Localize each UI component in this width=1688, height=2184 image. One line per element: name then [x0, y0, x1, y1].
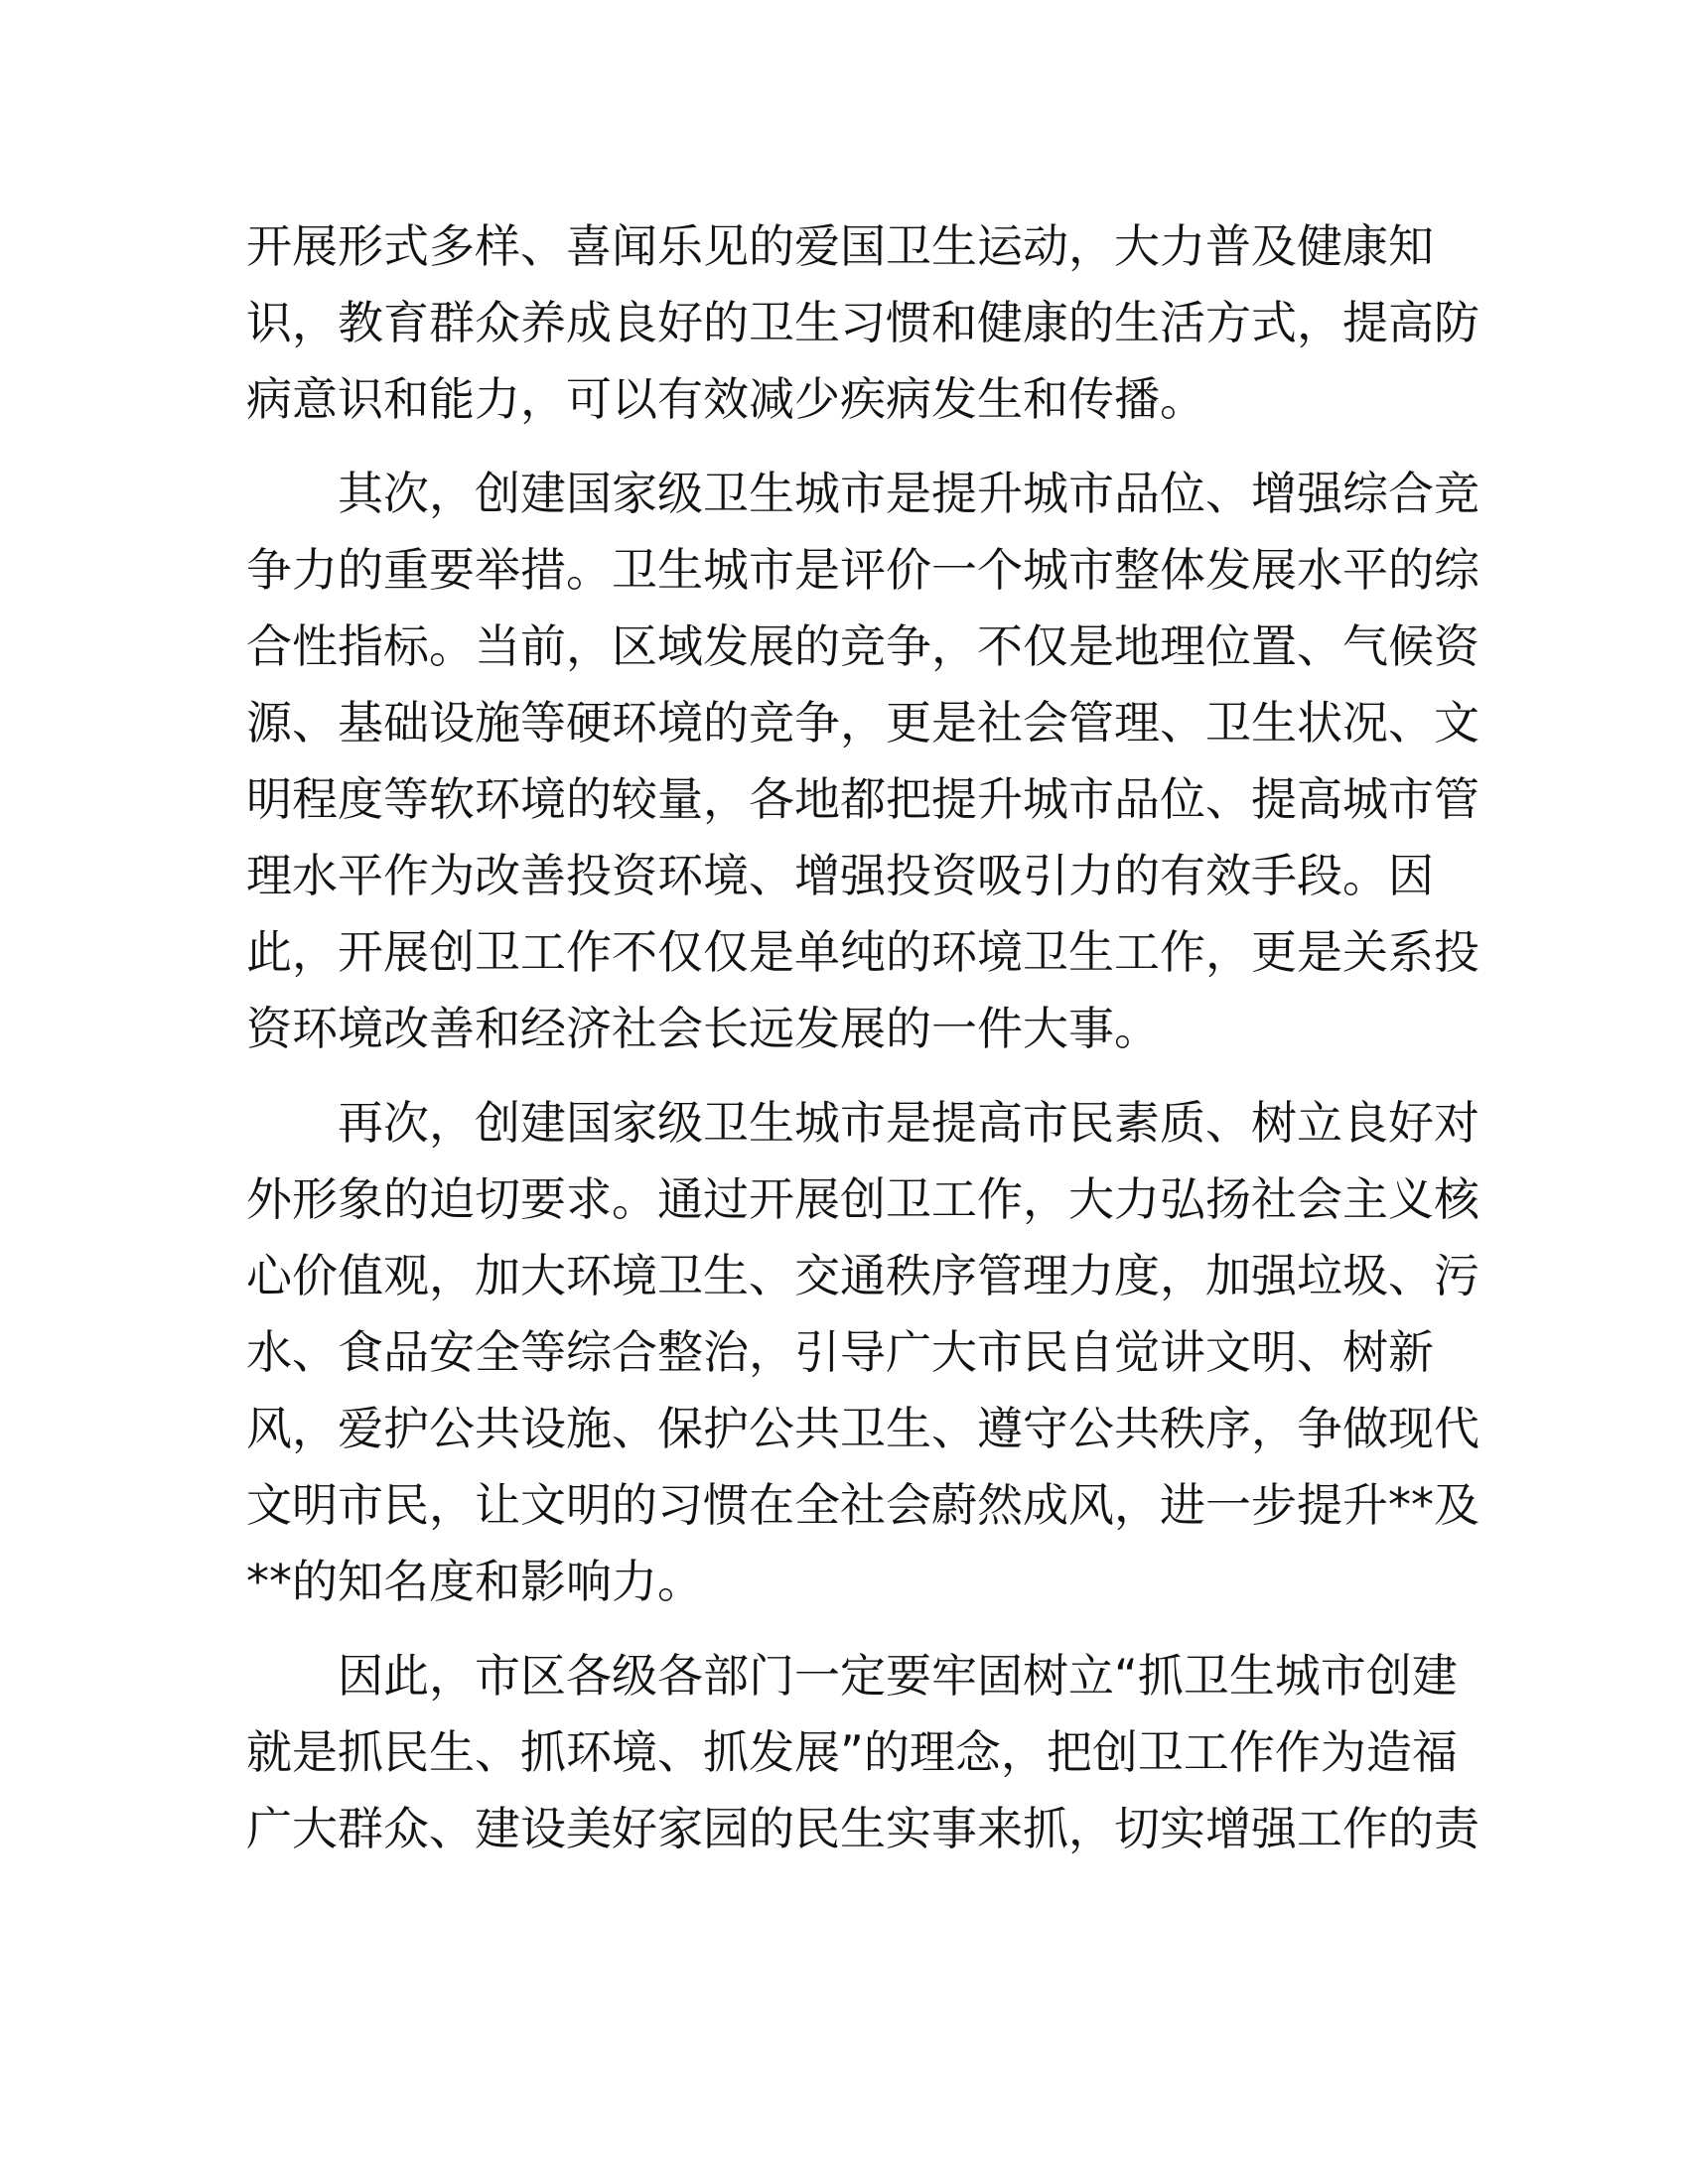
- text-line: 再次，创建国家级卫生城市是提高市民素质、树立良好对: [338, 1096, 1479, 1150]
- text-line: 开展形式多样、喜闻乐见的爱国卫生运动，大力普及健康知: [246, 219, 1434, 273]
- text-line: 其次，创建国家级卫生城市是提升城市品位、增强综合竞: [338, 467, 1479, 520]
- text-line: 心价值观，加大环境卫生、交通秩序管理力度，加强垃圾、污: [246, 1249, 1479, 1302]
- paragraph-1: [246, 208, 1479, 438]
- text-line: 理水平作为改善投资环境、增强投资吸引力的有效手段。因: [246, 849, 1434, 902]
- text-line: 因此，市区各级各部门一定要牢固树立“抓卫生城市创建: [338, 1649, 1458, 1703]
- text-line: 资环境改善和经济社会长远发展的一件大事。: [246, 1002, 1160, 1055]
- text-line: 就是抓民生、抓环境、抓发展”的理念，把创卫工作作为造福: [246, 1725, 1458, 1779]
- text-line: 明程度等软环境的较量，各地都把提升城市品位、提高城市管: [246, 772, 1479, 826]
- text-line: 源、基础设施等硬环境的竞争，更是社会管理、卫生状况、文: [246, 696, 1479, 750]
- text-line: 此，开展创卫工作不仅仅是单纯的环境卫生工作，更是关系投: [246, 925, 1479, 979]
- text-line: 文明市民，让文明的习惯在全社会蔚然成风，进一步提升**及: [246, 1478, 1479, 1532]
- text-line: 识，教育群众养成良好的卫生习惯和健康的生活方式，提高防: [246, 296, 1479, 349]
- text-line: **的知名度和影响力。: [246, 1555, 703, 1608]
- text-line: 水、食品安全等综合整治，引导广大市民自觉讲文明、树新: [246, 1325, 1434, 1379]
- paragraph-2: [246, 456, 1479, 1067]
- text-line: 广大群众、建设美好家园的民生实事来抓，切实增强工作的责: [246, 1802, 1479, 1855]
- text-line: 风，爱护公共设施、保护公共卫生、遵守公共秩序，争做现代: [246, 1402, 1479, 1455]
- text-line: 合性指标。当前，区域发展的竞争，不仅是地理位置、气候资: [246, 619, 1479, 673]
- paragraph-3: [246, 1085, 1479, 1620]
- text-line: 争力的重要举措。卫生城市是评价一个城市整体发展水平的综: [246, 543, 1479, 597]
- text-line: 病意识和能力，可以有效减少疾病发生和传播。: [246, 372, 1205, 426]
- text-line: 外形象的迫切要求。通过开展创卫工作，大力弘扬社会主义核: [246, 1172, 1479, 1226]
- paragraph-4: [246, 1638, 1479, 1867]
- document-body: [246, 208, 1479, 1885]
